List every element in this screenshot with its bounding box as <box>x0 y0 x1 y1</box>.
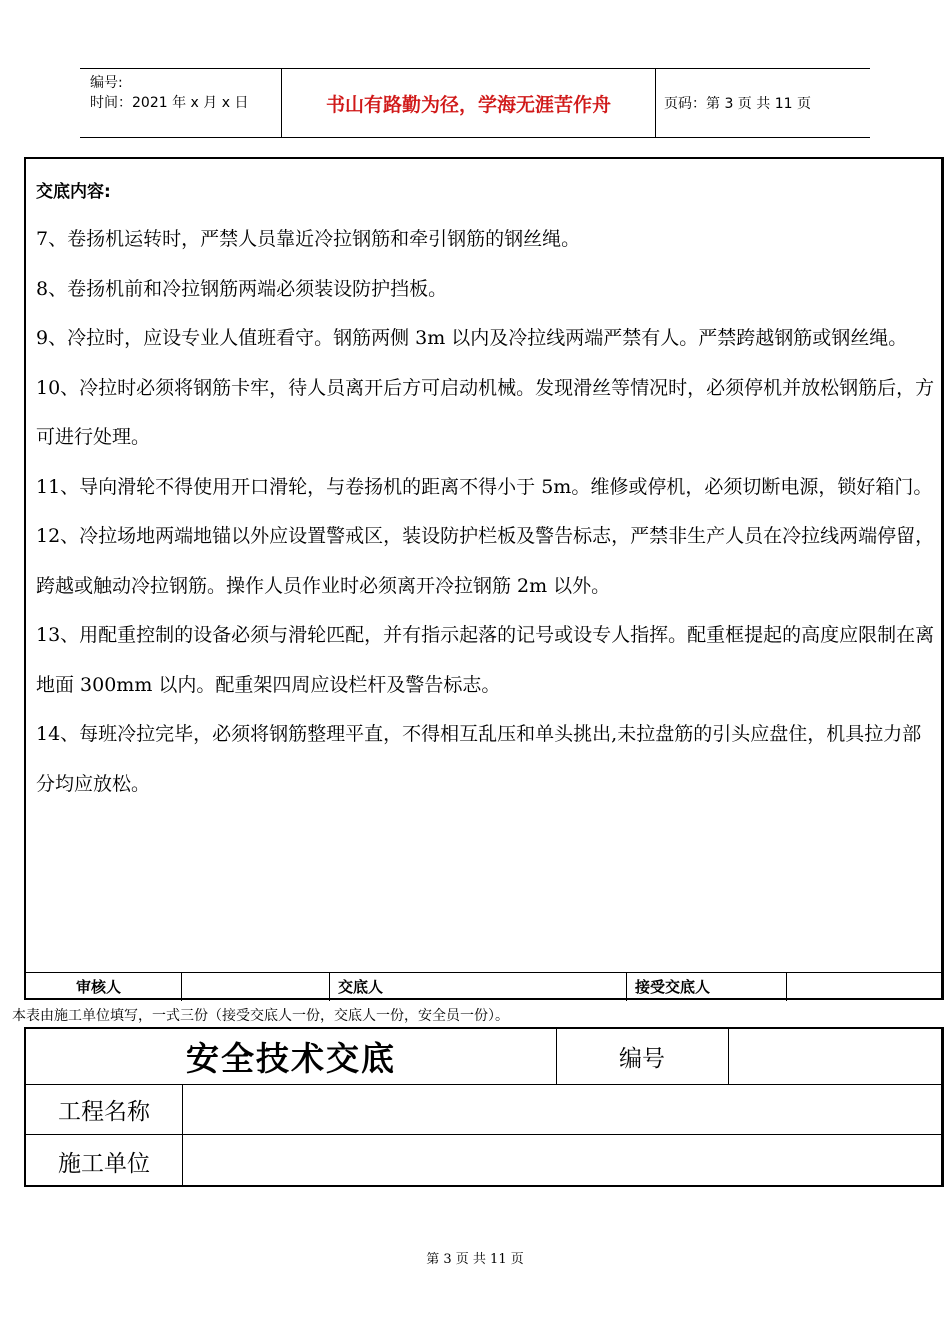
form-number-label: 编号 <box>619 1046 665 1072</box>
content-paragraph: 12、冷拉场地两端地锚以外应设置警戒区，装设防护栏板及警告标志，严禁非生产人员在冷拉线两端停留，跨越或触动冷拉钢筋。操作人员作业时必须离开冷拉钢筋 2m 以外。 <box>36 525 935 597</box>
content-paragraph: 10、冷拉时必须将钢筋卡牢，待人员离开后方可启动机械。发现滑丝等情况时，必须停机并放松钢筋后，方可进行处理。 <box>36 376 935 448</box>
content-title: 交底内容: <box>36 182 111 202</box>
reviewer-label: 审核人 <box>26 973 182 1001</box>
form-footnote: 本表由施工单位填写，一式三份（接受交底人一份，交底人一份，安全员一份）。 <box>12 1008 509 1024</box>
content-paragraph: 14、每班冷拉完毕，必须将钢筋整理平直，不得相互乱压和单头挑出,未拉盘筋的引头应盘住，机具拉力部分均应放松。 <box>36 723 922 795</box>
construction-unit-field[interactable] <box>183 1135 939 1185</box>
discloser-label: 交底人 <box>330 973 627 1001</box>
project-name-label: 工程名称 <box>58 1099 150 1125</box>
disclosure-content-box <box>24 157 944 1000</box>
construction-unit-label: 施工单位 <box>58 1150 150 1177</box>
content-paragraph: 11、导向滑轮不得使用开口滑轮，与卷扬机的距离不得小于 5m。维修或停机，必须切断电源，锁好箱门。 <box>36 475 933 498</box>
form-title: 安全技术交底 <box>186 1039 396 1078</box>
content-paragraph: 9、冷拉时，应设专业人值班看守。钢筋两侧 3m 以内及冷拉线两端严禁有人。严禁跨越钢筋或钢丝绳。 <box>36 327 908 349</box>
header-page-info: 页码：第 3 页 共 11 页 <box>664 96 811 112</box>
content-text <box>36 215 936 809</box>
safety-disclosure-form <box>24 1027 944 1187</box>
content-paragraph: 13、用配重控制的设备必须与滑轮匹配，并有指示起落的记号或设专人指挥。配重框提起的高度应限制在离地面 300mm 以内。配重架四周应设栏杆及警告标志。 <box>36 624 935 696</box>
header-meta <box>80 69 282 137</box>
header-time: 时间：2021 年 x 月 x 日 <box>90 95 249 111</box>
content-paragraph: 8、卷扬机前和冷拉钢筋两端必须装设防护挡板。 <box>36 277 448 300</box>
header-number-label: 编号: <box>90 75 123 91</box>
header-slogan: 书山有路勤为径，学海无涯苦作舟 <box>282 69 656 137</box>
content-paragraph: 7、卷扬机运转时，严禁人员靠近冷拉钢筋和牵引钢筋的钢丝绳。 <box>36 228 581 250</box>
signature-row <box>26 972 941 1001</box>
project-name-field[interactable] <box>183 1085 939 1134</box>
page-footer: 第 3 页 共 11 页 <box>426 1252 524 1267</box>
receiver-signature-cell[interactable] <box>787 973 941 1001</box>
receiver-label: 接受交底人 <box>627 973 787 1001</box>
form-number-field[interactable] <box>729 1029 939 1084</box>
page-header <box>80 68 870 138</box>
reviewer-signature-cell[interactable] <box>182 973 330 1001</box>
